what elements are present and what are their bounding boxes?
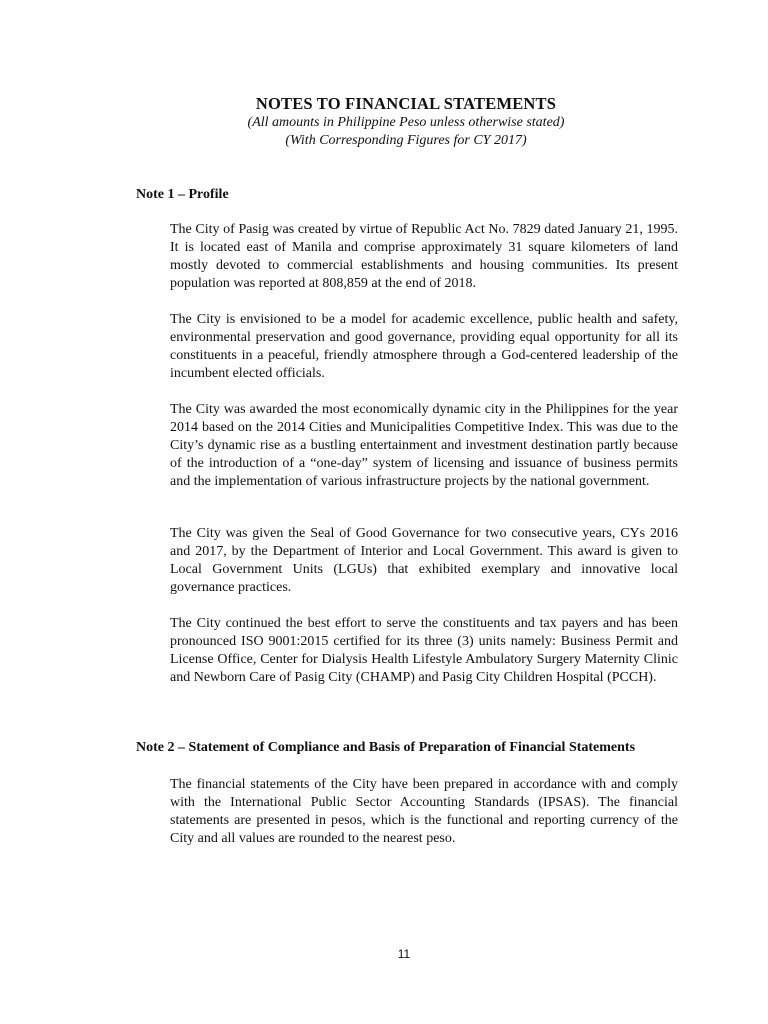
note-1-paragraph: The City was awarded the most economically dynamic city in the Philippines for the year 2014 based on the 2014 Cities and Municipalities Competitive Index. This was due to the City’s dynamic rise as a bustling entertainment and investment destination partly because of the introduction of a “one-day” system of licensing and issuance of business permits and the implementation of various infrastructure projects by the national government.: [170, 402, 678, 489]
document-header: [0, 94, 768, 150]
amounts-subtitle: (All amounts in Philippine Peso unless otherwise stated): [247, 115, 565, 130]
page-number: 11: [397, 947, 411, 961]
note-1-heading: Note 1 – Profile: [136, 187, 229, 202]
note-1-paragraph: The City of Pasig was created by virtue of Republic Act No. 7829 dated January 21, 1995. It is located east of Manila and comprise approximately 31 square kilometers of land mostly devoted to commercial establishments and housing communities. Its present population was reported at 808,859 at the end of 2018.: [170, 222, 678, 291]
note-1-paragraph: The City was given the Seal of Good Governance for two consecutive years, CYs 2016 and 2017, by the Department of Interior and Local Government. This award is given to Local Government Units (LGUs) that exhibited exemplary and innovative local governance practices.: [170, 526, 678, 595]
comparative-figures-subtitle: (With Corresponding Figures for CY 2017): [285, 133, 527, 148]
note-2-paragraph: The financial statements of the City have been prepared in accordance with and comply with the International Public Sector Accounting Standards (IPSAS). The financial statements are presented in pesos, which is the functional and reporting currency of the City and all values are rounded to the nearest peso.: [170, 777, 678, 846]
note-1-paragraph: The City is envisioned to be a model for academic excellence, public health and safety, environmental preservation and good governance, providing equal opportunity for all its constituents in a peaceful, friendly atmosphere through a God-centered leadership of the incumbent elected officials.: [170, 312, 678, 381]
page-title: NOTES TO FINANCIAL STATEMENTS: [255, 94, 557, 113]
note-1-paragraph: The City continued the best effort to serve the constituents and tax payers and has been pronounced ISO 9001:2015 certified for its three (3) units namely: Business Permit and License Office, Center for Dialysis Health Lifestyle Ambulatory Surgery Maternity Clinic and Newborn Care of Pasig City (CHAMP) and Pasig City Children Hospital (PCCH).: [170, 616, 678, 685]
note-2-heading: Note 2 – Statement of Compliance and Basis of Preparation of Financial Statements: [136, 740, 636, 755]
